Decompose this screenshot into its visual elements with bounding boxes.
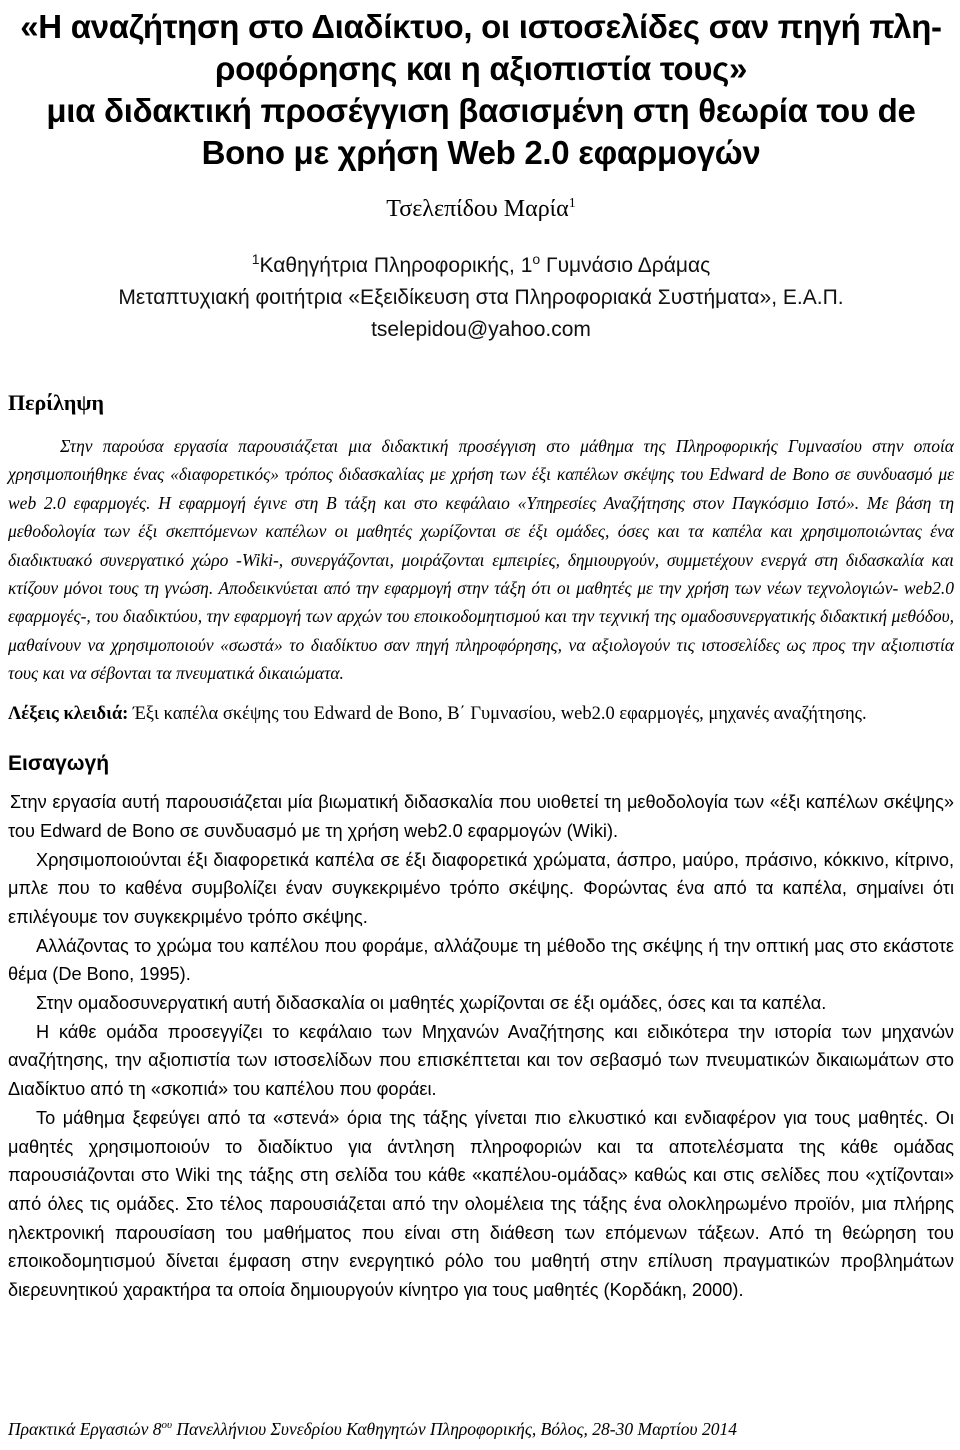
author-name: Τσελεπίδου Μαρία	[386, 196, 569, 222]
abstract-heading: Περίληψη	[8, 390, 105, 415]
page-footer: Πρακτικά Εργασιών $8^{o\upsilon}$ Πανελλήνιου Συνεδρίου Καθηγητών Πληροφορικής, Βόλος, 28-30 Μαρτίου 2014	[8, 1419, 737, 1439]
keywords-label: Λέξεις κλειδιά:	[8, 703, 129, 724]
affiliation	[8, 243, 954, 346]
paragraph: Στην εργασία αυτή παρουσιάζεται μία βιωματική διδασκαλία που υιοθετεί τη μεθοδολογία των «έξι καπέλων σκέψης» του Edward de Bono σε συνδυασμό με τη χρήση web2.0 εφαρμογών (Wiki).	[8, 792, 954, 841]
affiliation-line: Μεταπτυχιακή φοιτήτρια «Εξειδίκευση στα Πληροφοριακά Συστήματα», Ε.Α.Π.	[118, 286, 844, 309]
keywords	[8, 700, 954, 729]
paragraph: Αλλάζοντας το χρώμα του καπέλου που φοράμε, αλλάζουμε τη μέθοδο της σκέψης ή την οπτική μας στο εκάστοτε θέμα (De Bono, 1995).	[8, 935, 954, 985]
abstract-body	[8, 432, 954, 688]
abstract-text: Στην παρούσα εργασία παρουσιάζεται μια διδακτική προσέγγιση στο μάθημα της Πληροφορικής Γυμνασίου στην οποία χρησιμοποιήθηκε ένας «διαφορετικός» τρόπος διδασκαλίας με χρήση των έξι καπέλων σκέψης του Edward de Bono σε συνδυασμό με web 2.0 εφαρμογές. Η εφαρμογή έγινε στη Β τάξη και στο κεφάλαιο «Υπηρεσίες Αναζήτησης στον Παγκόσμιο Ιστό». Με βάση τη μεθοδολογία των έξι σκεπτόμενων καπέλων οι μαθητές χωρίζονται σε έξι ομάδες, όσες και τα καπέλα και χρησιμοποιώντας ένα διαδικτυακό συνεργατικό χώρο -Wiki-, συνεργάζονται, μοιράζονται εμπειρίες, δημιουργούν, συμμετέχουν ενεργά στη διδασκαλία και κτίζουν μόνοι τους τη γνώση. Αποδεικνύεται από την εφαρμογή στην τάξη ότι οι μαθητές με την χρήση των νέων τεχνολογιών- web2.0 εφαρμογές-, του διαδικτύου, την εφαρμογή των αρχών του εποικοδομητισμού και την τεχνική της ομαδοσυνεργατικής διδακτική μεθόδου, μαθαίνουν να χρησιμοποιούν «σωστά» το διαδίκτυο σαν πηγή πληροφόρησης, να αξιολογούν τις ιστοσελίδες ως προς την αξιοπιστία τους και να σέβονται τα πνευματικά δικαιώματα.	[8, 436, 954, 684]
title-line: Bono με χρήση Web 2.0 εφαρμογών	[201, 134, 761, 171]
keywords-text: Έξι καπέλα σκέψης του Edward de Bono, Β΄ Γυμνασίου, web2.0 εφαρμογές, μηχανές αναζήτησης.	[128, 703, 867, 724]
affiliation-marker: 1	[251, 251, 260, 267]
affiliation-line: $^1$Καθηγήτρια Πληροφορικής, $1^o$ Γυμνάσιο Δράμας	[251, 251, 711, 277]
author-email[interactable]: tselepidou@yahoo.com	[371, 318, 591, 341]
section-heading-introduction: Εισαγωγή	[8, 752, 110, 776]
paper-title	[8, 6, 954, 174]
paragraph: Το μάθημα ξεφεύγει από τα «στενά» όρια της τάξης γίνεται πιο ελκυστικό και ενδιαφέρον για τους μαθητές. Οι μαθητές χρησιμοποιούν το διαδίκτυο για άντληση πληροφοριών και τα αποτελέσματα της κάθε ομάδας παρουσιάζονται στο Wiki της τάξης στη σελίδα του κάθε «καπέλου-ομάδας» καθώς και στις σελίδες που «χτίζονται» από όλες τις ομάδες. Στο τέλος παρουσιάζεται από την ολομέλεια της τάξης ένα ολοκληρωμένο προϊόν, μια πλήρης ηλεκτρονική παρουσίαση του μαθήματος που είναι στη διάθεση των επόμενων τάξεων. Από τη θεώρηση του εποικοδομητισμού δίνεται έμφαση στην ενεργητικό ρόλο του μαθητή στην επίλυση πραγματικών προβλημάτων διερευνητικού χαρακτήρα τα οποία δημιουργούν κίνητρο για τους μαθητές (Κορδάκη, 2000).	[8, 1107, 954, 1301]
paragraph: Η κάθε ομάδα προσεγγίζει το κεφάλαιο των Μηχανών Αναζήτησης και ειδικότερα την ιστορία των μηχανών αναζήτησης, την αξιοπιστία των ιστοσελίδων που επισκέπτεται και τον σεβασμό των πνευματικών δικαιωμάτων στο Διαδίκτυο από τη «σκοπιά» του καπέλου που φοράει.	[8, 1021, 954, 1100]
paragraph: Στην ομαδοσυνεργατική αυτή διδασκαλία οι μαθητές χωρίζονται σε έξι ομάδες, όσες και τα καπέλα.	[36, 993, 827, 1014]
paper-page	[8, 0, 954, 1305]
title-line: ροφόρησης και η αξιοπιστία τους»	[214, 50, 748, 87]
introduction-body	[8, 788, 954, 1305]
paragraph: Χρησιμοποιούνται έξι διαφορετικά καπέλα σε έξι διαφορετικά χρώματα, άσπρο, μαύρο, πράσινο, κόκκινο, κίτρινο, μπλε που το καθένα συμβολίζει έναν συγκεκριμένο τρόπο σκέψης. Φορώντας ένα από τα καπέλα, σημαίνει ότι επιλέγουμε τον συγκεκριμένο τρόπο σκέψης.	[8, 849, 954, 927]
title-line: μια διδακτική προσέγγιση βασισμένη στη θεωρία του de	[46, 92, 916, 129]
author-marker: 1	[568, 196, 576, 211]
title-line: «Η αναζήτηση στο Διαδίκτυο, οι ιστοσελίδες σαν πηγή πλη-	[20, 8, 942, 45]
author-line	[8, 196, 954, 223]
